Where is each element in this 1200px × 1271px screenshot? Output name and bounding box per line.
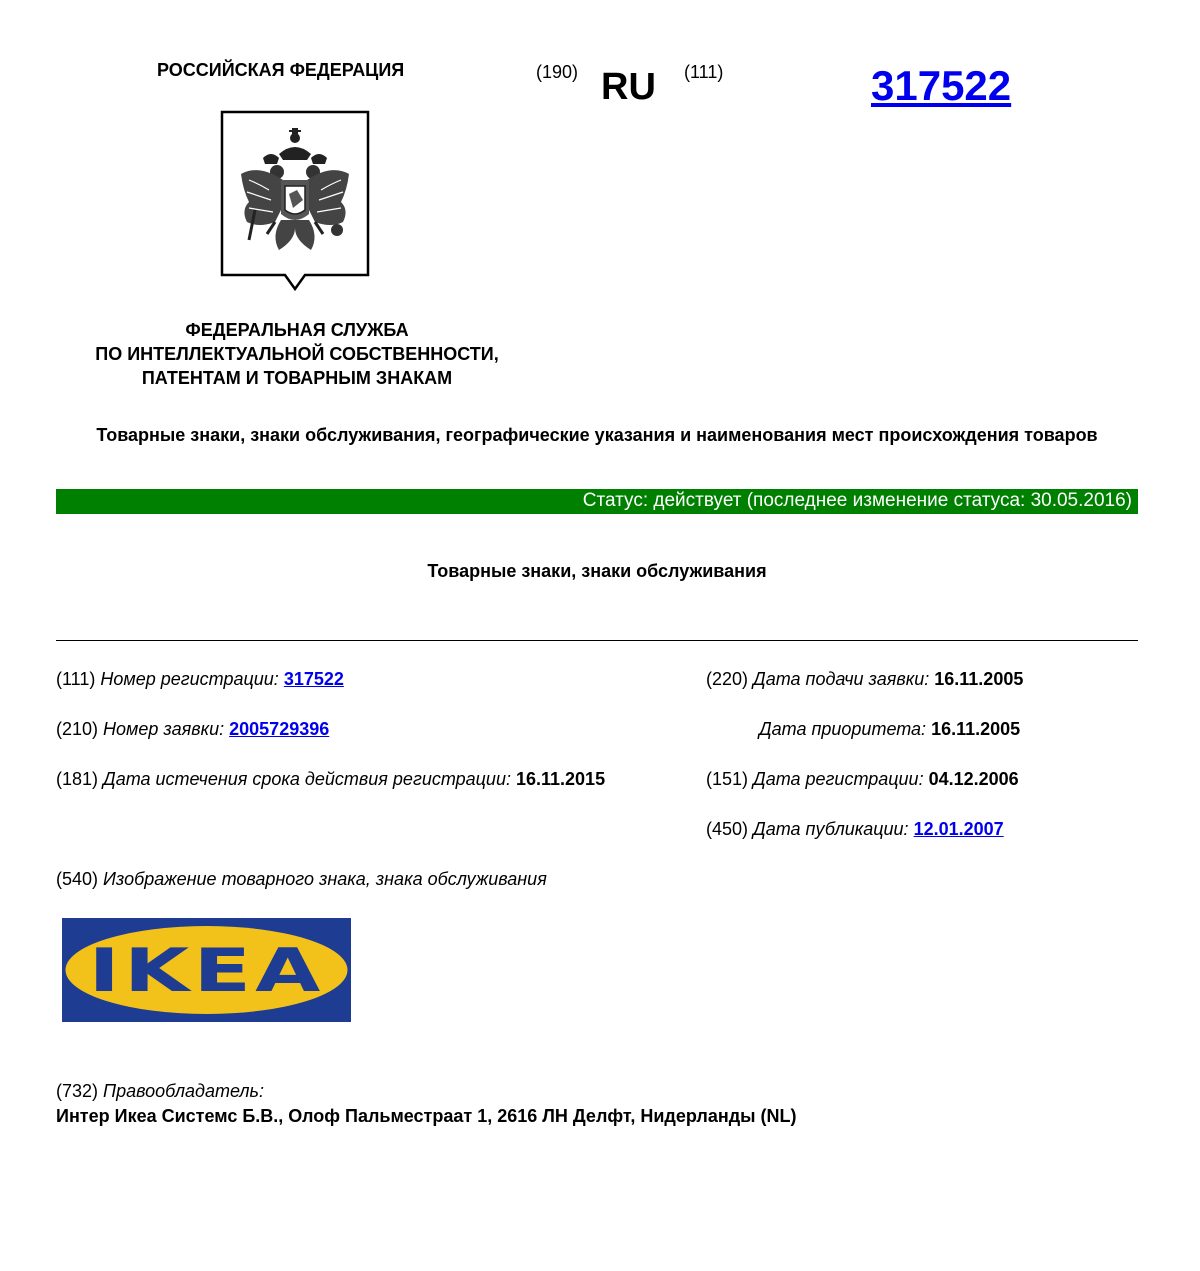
field-code: (151)	[706, 769, 749, 789]
field-code: (111)	[56, 669, 96, 689]
field-value: 16.11.2005	[934, 669, 1024, 689]
application-number-link[interactable]: 2005729396	[229, 719, 330, 739]
country-code: RU	[601, 66, 656, 108]
holder-value: Интер Икеа Системс Б.В., Олоф Пальместраат 1, 2616 ЛН Делфт, Нидерланды (NL)	[56, 1106, 797, 1126]
field-label: Номер заявки:	[103, 719, 225, 739]
field-registration-date	[706, 769, 1019, 790]
field-label: Правообладатель:	[103, 1081, 265, 1101]
agency-line-2: ПО ИНТЕЛЛЕКТУАЛЬНОЙ СОБСТВЕННОСТИ,	[95, 344, 499, 364]
field-priority-date	[759, 719, 1020, 740]
agency-name	[56, 318, 538, 390]
agency-line-3: ПАТЕНТАМ И ТОВАРНЫМ ЗНАКАМ	[141, 368, 453, 388]
field-code: (540)	[56, 869, 99, 889]
registration-number-link[interactable]: 317522	[871, 62, 1012, 109]
section-title: Товарные знаки, знаки обслуживания	[427, 561, 767, 581]
field-code: (210)	[56, 719, 99, 739]
status-bar	[56, 489, 1138, 514]
field-code: (181)	[56, 769, 99, 789]
field-label: Номер регистрации:	[100, 669, 279, 689]
document-type-heading: Товарные знаки, знаки обслуживания, географические указания и наименования мест происхождения товаров	[96, 425, 1098, 445]
field-label: Дата приоритета:	[759, 719, 927, 739]
field-trademark-image	[56, 869, 547, 890]
field-label: Дата публикации:	[753, 819, 909, 839]
inid-code-190: (190)	[536, 62, 579, 82]
field-label: Дата подачи заявки:	[753, 669, 930, 689]
field-value: 04.12.2006	[928, 769, 1019, 789]
field-label: Изображение товарного знака, знака обслуживания	[103, 869, 547, 889]
field-value: 16.11.2015	[515, 769, 606, 789]
field-holder	[56, 1081, 264, 1102]
field-code: (732)	[56, 1081, 99, 1101]
field-label: Дата регистрации:	[753, 769, 924, 789]
registration-number-value-link[interactable]: 317522	[283, 669, 344, 689]
inid-code-111: (111)	[684, 62, 724, 82]
ikea-logo-image	[62, 918, 351, 1022]
agency-line-1: ФЕДЕРАЛЬНАЯ СЛУЖБА	[185, 320, 409, 340]
divider	[56, 640, 1138, 641]
publication-date-link[interactable]: 12.01.2007	[913, 819, 1004, 839]
status-text: Статус: действует (последнее изменение статуса: 30.05.2016)	[582, 490, 1132, 511]
country-name: РОССИЙСКАЯ ФЕДЕРАЦИЯ	[157, 60, 405, 80]
field-application-number	[56, 719, 329, 740]
field-label: Дата истечения срока действия регистрации:	[103, 769, 511, 789]
field-code: (220)	[706, 669, 749, 689]
field-code: (450)	[706, 819, 749, 839]
field-publication-date	[706, 819, 1004, 840]
field-filing-date	[706, 669, 1023, 690]
logo-text: IKEA	[88, 936, 325, 1006]
field-registration-number	[56, 669, 344, 690]
field-value: 16.11.2005	[931, 719, 1021, 739]
coat-of-arms-icon	[219, 110, 371, 292]
field-expiry-date	[56, 769, 605, 790]
